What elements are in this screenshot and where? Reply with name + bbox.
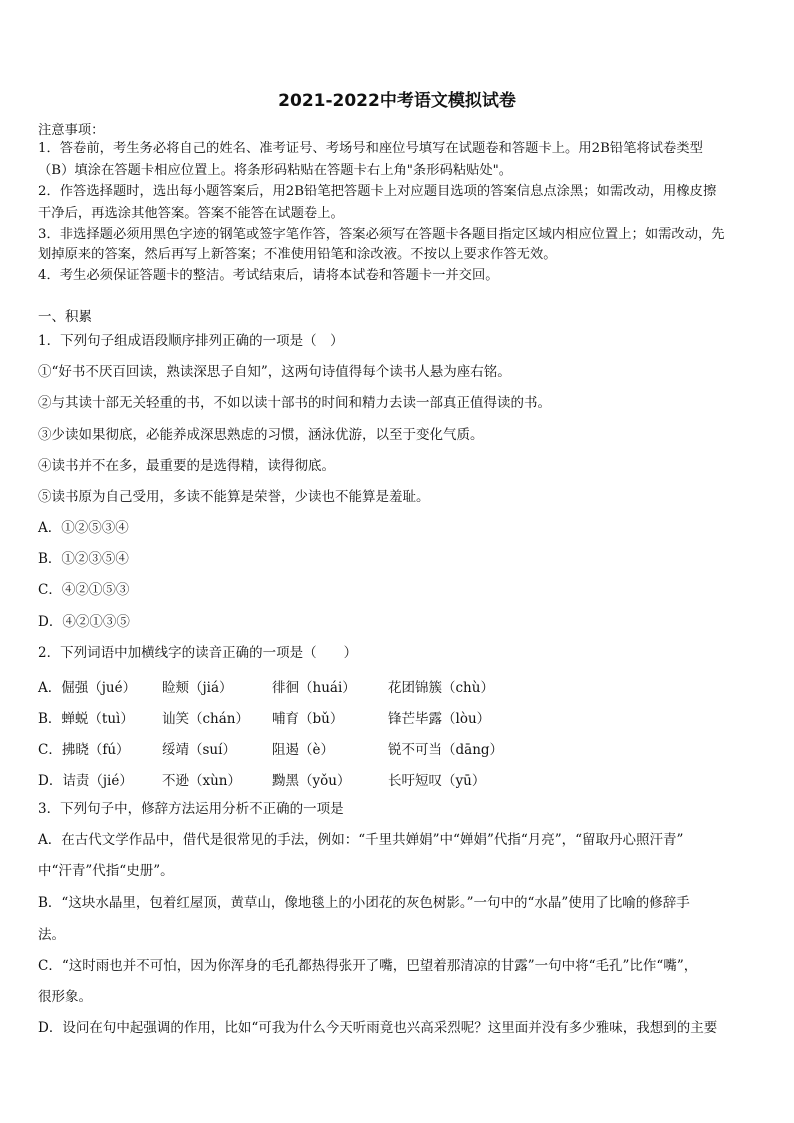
sentence: ②与其读十部无关轻重的书，不如以读十部书的时间和精力去读一部真正值得读的书。 <box>38 395 551 411</box>
notes-line: 4．考生必须保证答题卡的整洁。考试结束后，请将本试卷和答题卡一并交回。 <box>38 268 499 283</box>
option-d: D．④②①③⑤ <box>38 614 130 630</box>
word-item: A．倔强（jué） <box>38 680 137 696</box>
word-item: 讪笑（chán） <box>162 711 249 727</box>
word-item: B．蝉蜕（tuì） <box>38 711 134 727</box>
word-item: 不逊（xùn） <box>162 773 242 789</box>
notes-line: （B）填涂在答题卡相应位置上。将条形码粘贴在答题卡右上角"条形码粘贴处"。 <box>38 163 513 178</box>
sentence: ③少读如果彻底，必能养成深思熟虑的习惯，涵泳优游，以至于变化气质。 <box>38 427 484 443</box>
option-line: 很形象。 <box>38 989 92 1005</box>
question-stem: 3．下列句子中，修辞方法运用分析不正确的一项是 <box>38 801 344 817</box>
sentence: ⑤读书原为自己受用，多读不能算是荣誉，少读也不能算是羞耻。 <box>38 489 430 505</box>
word-item: 徘徊（huái） <box>272 680 356 696</box>
word-item: D．诘责（jié） <box>38 773 133 789</box>
notes-line: 3．非选择题必须用黑色字迹的钢笔或签字笔作答，答案必须写在答题卡各题目指定区域内相应位置上；如需改动，先 <box>38 227 725 242</box>
word-item: 绥靖（suí） <box>162 742 236 758</box>
option-line: 法。 <box>38 927 65 943</box>
word-item: C．拂晓（fú） <box>38 742 130 758</box>
notes-line: 干净后，再选涂其他答案。答案不能答在试题卷上。 <box>38 206 344 221</box>
sentence: ①“好书不厌百回读，熟读深思子自知”，这两句诗值得每个读书人悬为座右铭。 <box>38 364 511 380</box>
word-item: 哺育（bǔ） <box>272 711 344 727</box>
word-item: 阻遏（è） <box>272 742 334 758</box>
question-stem: 1．下列句子组成语段顺序排列正确的一项是（ ） <box>38 333 344 349</box>
option-a: A．①②⑤③④ <box>38 520 129 536</box>
option-c: C．④②①⑤③ <box>38 582 130 598</box>
sentence: ④读书并不在多，最重要的是选得精，读得彻底。 <box>38 458 335 474</box>
question-stem: 2．下列词语中加横线字的读音正确的一项是（ ） <box>38 645 358 661</box>
word-item: 黝黑（yǒu） <box>272 773 351 789</box>
section-heading: 一、积累 <box>38 309 92 325</box>
notes-line: 2．作答选择题时，选出每小题答案后，用2B铅笔把答题卡上对应题目选项的答案信息点涂黑；如需改动，用橡皮擦 <box>38 184 717 199</box>
page-title: 2021-2022中考语文模拟试卷 <box>278 91 516 111</box>
option-line: 中“汗青”代指“史册”。 <box>38 863 174 879</box>
word-item: 长吁短叹（yū） <box>388 773 486 789</box>
word-item: 锋芒毕露（lòu） <box>388 711 491 727</box>
notes-line: 1．答卷前，考生务必将自己的姓名、准考证号、考场号和座位号填写在试题卷和答题卡上。用2B铅笔将试卷类型 <box>38 141 703 156</box>
notes-heading: 注意事项： <box>38 123 105 138</box>
option-line: C．“这时雨也并不可怕，因为你浑身的毛孔都热得张开了嘴，巴望着那清凉的甘露”一句中将“毛孔”比作“嘴”， <box>38 958 698 974</box>
option-line: D．设问在句中起强调的作用，比如“可我为什么今天听雨竟也兴高采烈呢？这里面并没有多少雅味，我想到的主要 <box>38 1020 718 1036</box>
option-b: B．①②③⑤④ <box>38 551 129 567</box>
notes-line: 划掉原来的答案，然后再写上新答案；不准使用铅笔和涂改液。不按以上要求作答无效。 <box>38 247 557 262</box>
word-item: 睑颊（jiá） <box>162 680 233 696</box>
option-line: A．在古代文学作品中，借代是很常见的手法，例如：“千里共婵娟”中“婵娟”代指“月亮”，“留取丹心照汗青” <box>38 832 684 848</box>
word-item: 锐不可当（dāng） <box>388 742 504 758</box>
word-item: 花团锦簇（chù） <box>388 680 494 696</box>
option-line: B．“这块水晶里，包着红屋顶，黄草山，像地毯上的小团花的灰色树影。”一句中的“水晶”使用了比喻的修辞手 <box>38 895 690 911</box>
